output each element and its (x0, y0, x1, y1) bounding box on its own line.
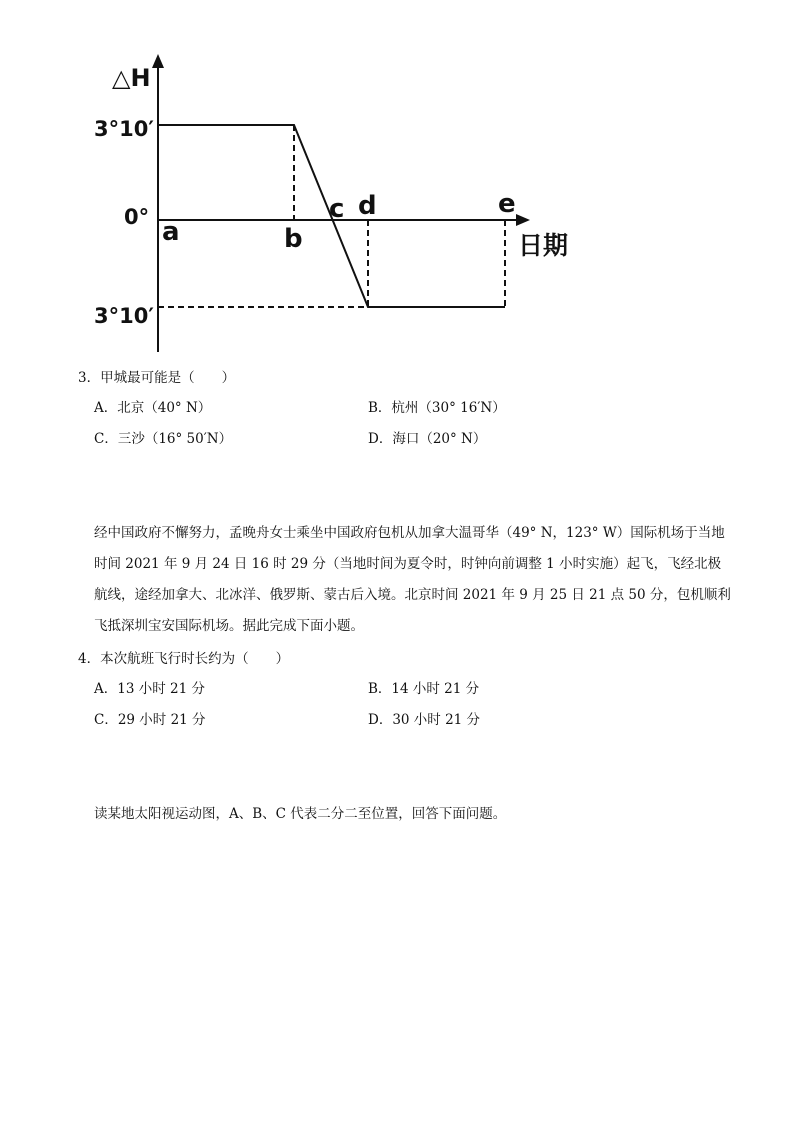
x-axis-arrow (516, 214, 530, 226)
q4-option-a: A．13 小时 21 分 (94, 681, 205, 697)
x-axis-label: 日期 (518, 231, 569, 260)
solar-altitude-difference-diagram (80, 52, 600, 362)
point-label-b: b (284, 224, 303, 254)
point-label-e: e (498, 189, 516, 219)
point-label-c: c (329, 194, 345, 224)
tick-top-label: 3°10′ (94, 117, 154, 141)
point-label-a: a (162, 217, 180, 247)
y-axis-label: △H (112, 64, 151, 92)
q3-option-a: A．北京（40° N） (94, 400, 212, 416)
tick-bottom-label: 3°10′ (94, 304, 154, 328)
q4-option-b: B．14 小时 21 分 (368, 681, 480, 697)
q3-option-b: B．杭州（30° 16′N） (368, 400, 506, 416)
point-label-d: d (358, 191, 377, 221)
q3-option-c: C．三沙（16° 50′N） (94, 431, 233, 447)
q4-option-d: D．30 小时 21 分 (368, 712, 481, 728)
q4-stem: 4．本次航班飞行时长约为（ ） (78, 651, 290, 667)
q3-stem: 3．甲城最可能是（ ） (78, 370, 236, 386)
q4-option-c: C．29 小时 21 分 (94, 712, 206, 728)
passage-flight: 经中国政府不懈努力，孟晚舟女士乘坐中国政府包机从加拿大温哥华（49° N，123° W）国际机场于当地时间 2021 年 9 月 24 日 16 时 29 分（当地时间为夏令时，时钟向前调整 1 小时实施）起飞，飞经北极航线，途经加拿大、北冰洋、俄罗斯、蒙古后入境。北京时间 2021 年 9 月 25 日 21 点 50 分，包机顺利飞抵深圳宝安国际机场。据此完成下面小题。 (94, 525, 731, 634)
q3-option-d: D．海口（20° N） (368, 431, 487, 447)
passage-sun-path: 读某地太阳视运动图，A、B、C 代表二分二至位置，回答下面问题。 (94, 806, 507, 822)
tick-zero-label: 0° (124, 205, 150, 229)
y-axis-arrow (152, 54, 164, 68)
